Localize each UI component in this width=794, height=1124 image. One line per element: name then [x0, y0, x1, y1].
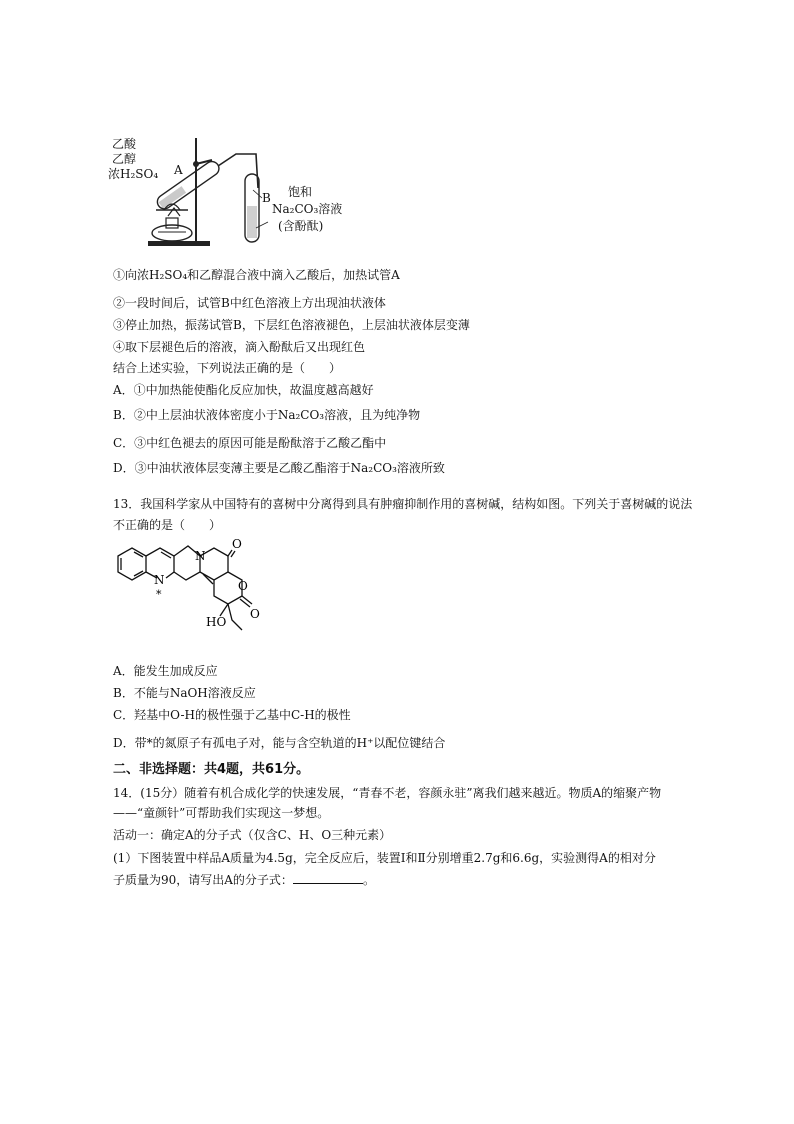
label-sulfuric-acid: 浓H₂SO₄: [108, 167, 159, 181]
q12-step-4: ④取下层褪色后的溶液，滴入酚酞后又出现红色: [113, 340, 366, 354]
q14-activity: 活动一：确定A的分子式（仅含C、H、O三种元素）: [113, 828, 392, 842]
label-acetic-acid: 乙酸: [112, 137, 137, 151]
label-ethanol: 乙醇: [112, 152, 137, 166]
q13-option-d: D．带*的氮原子有孤电子对，能与含空轨道的H⁺以配位键结合: [113, 736, 446, 750]
apparatus-figure: [108, 128, 348, 258]
q14-sub1-line2: [113, 873, 375, 887]
q12-option-b: B．②中上层油状液体密度小于Na₂CO₃溶液，且为纯净物: [113, 408, 421, 422]
label-saturated: 饱和: [288, 185, 313, 199]
answer-blank[interactable]: [293, 873, 363, 884]
atom-n-aromatic: N: [154, 573, 165, 587]
q13-option-c: C．羟基中O-H的极性强于乙基中C-H的极性: [113, 708, 351, 722]
hydroxyl-group: HO: [206, 615, 227, 629]
q12-step-3: ③停止加热，振荡试管B，下层红色溶液褪色，上层油状液体层变薄: [113, 318, 470, 332]
q14-line1: 14．(15分）随着有机合成化学的快速发展，“青春不老，容颜永驻”离我们越来越近。物质A的缩聚产物: [113, 786, 662, 800]
star-mark: *: [156, 588, 162, 601]
label-phenolphthalein: (含酚酞): [278, 219, 324, 233]
label-tube-b: B: [262, 191, 271, 205]
q12-step-1: ①向浓H₂SO₄和乙醇混合液中滴入乙酸后，加热试管A: [113, 268, 400, 282]
q14-sub1-line1: (1）下图装置中样品A质量为4.5g，完全反应后，装置Ⅰ和Ⅱ分别增重2.7g和6.6g，实验测得A的相对分: [113, 851, 656, 865]
q12-step-2: ②一段时间后，试管B中红色溶液上方出现油状液体: [113, 296, 386, 310]
structure-drawing: [110, 538, 280, 650]
section2-heading: 二、非选择题：共4题，共61分。: [113, 762, 310, 777]
label-tube-a: A: [174, 163, 183, 177]
atom-o-ketone: O: [232, 538, 242, 551]
atom-o-ring: O: [238, 579, 248, 593]
q12-stem: 结合上述实验，下列说法正确的是（ ）: [113, 361, 342, 375]
q12-option-a: A．①中加热能使酯化反应加快，故温度越高越好: [113, 383, 374, 397]
q13-option-b: B．不能与NaOH溶液反应: [113, 686, 256, 700]
q14-line2: ——“童颜针”可帮助我们实现这一梦想。: [113, 806, 330, 820]
q13-stem-line1: 13．我国科学家从中国特有的喜树中分离得到具有肿瘤抑制作用的喜树碱，结构如图。下列关于喜树碱的说法: [113, 497, 693, 511]
q13-option-a: A．能发生加成反应: [113, 664, 218, 678]
label-sodium-carbonate: Na₂CO₃溶液: [272, 202, 343, 216]
q12-option-d: D．③中油状液体层变薄主要是乙酸乙酯溶于Na₂CO₃溶液所致: [113, 461, 445, 475]
q14-sub1-prompt: 子质量为90，请写出A的分子式：: [113, 873, 293, 887]
atom-n-amide: N: [195, 549, 206, 563]
q14-sub1-end: 。: [362, 873, 375, 887]
camptothecin-structure: [110, 538, 280, 650]
q12-option-c: C．③中红色褪去的原因可能是酚酞溶于乙酸乙酯中: [113, 436, 387, 450]
atom-o-lactone: O: [250, 607, 260, 621]
q13-stem-line2: 不正确的是（ ）: [113, 518, 222, 532]
